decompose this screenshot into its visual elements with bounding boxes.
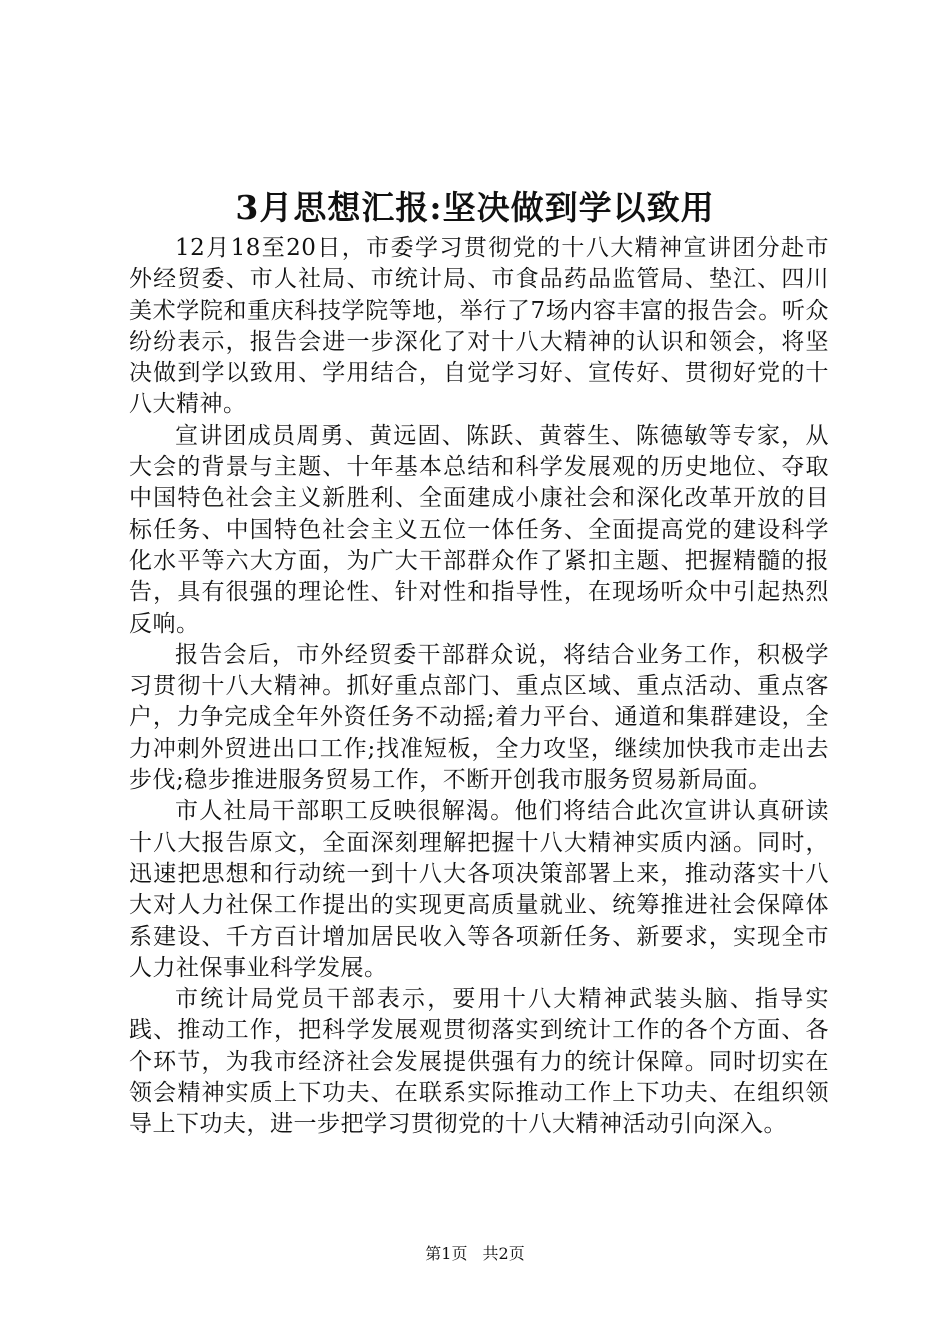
paragraph: 宣讲团成员周勇、黄远固、陈跃、黄蓉生、陈德敏等专家，从大会的背景与主题、十年基本总结和科学发展观的历史地位、夺取中国特色社会主义新胜利、全面建成小康社会和深化改革开放的目标任务、中国特色社会主义五位一体任务、全面提高党的建设科学化水平等六大方面，为广大干部群众作了紧扣主题、把握精髓的报告，具有很强的理论性、针对性和指导性，在现场听众中引起热烈反响。 <box>129 422 829 637</box>
page-number: 第1页 <box>425 1244 468 1263</box>
document-body <box>129 233 829 1141</box>
paragraph: 报告会后，市外经贸委干部群众说，将结合业务工作，积极学习贯彻十八大精神。抓好重点部门、重点区域、重点活动、重点客户，力争完成全年外资任务不动摇;着力平台、通道和集群建设，全力冲刺外贸进出口工作;找准短板，全力攻坚，继续加快我市走出去步伐;稳步推进服务贸易工作，不断开创我市服务贸易新局面。 <box>129 641 829 794</box>
page-total: 共2页 <box>482 1244 525 1263</box>
document-title: 3月思想汇报:坚决做到学以致用 <box>235 188 715 227</box>
paragraph: 12月18至20日，市委学习贯彻党的十八大精神宣讲团分赴市外经贸委、市人社局、市统计局、市食品药品监管局、垫江、四川美术学院和重庆科技学院等地，举行了7场内容丰富的报告会。听众纷纷表示，报告会进一步深化了对十八大精神的认识和领会，将坚决做到学以致用、学用结合，自觉学习好、宣传好、贯彻好党的十八大精神。 <box>129 235 829 418</box>
paragraph: 市统计局党员干部表示，要用十八大精神武装头脑、指导实践、推动工作，把科学发展观贯彻落实到统计工作的各个方面、各个环节，为我市经济社会发展提供强有力的统计保障。同时切实在领会精神实质上下功夫、在联系实际推动工作上下功夫、在组织领导上下功夫，进一步把学习贯彻党的十八大精神活动引向深入。 <box>129 986 829 1138</box>
paragraph: 市人社局干部职工反映很解渴。他们将结合此次宣讲认真研读十八大报告原文，全面深刻理解把握十八大精神实质内涵。同时，迅速把思想和行动统一到十八大各项决策部署上来，推动落实十八大对人力社保工作提出的实现更高质量就业、统筹推进社会保障体系建设、千方百计增加居民收入等各项新任务、新要求，实现全市人力社保事业科学发展。 <box>129 798 829 981</box>
page-footer <box>0 1243 950 1265</box>
